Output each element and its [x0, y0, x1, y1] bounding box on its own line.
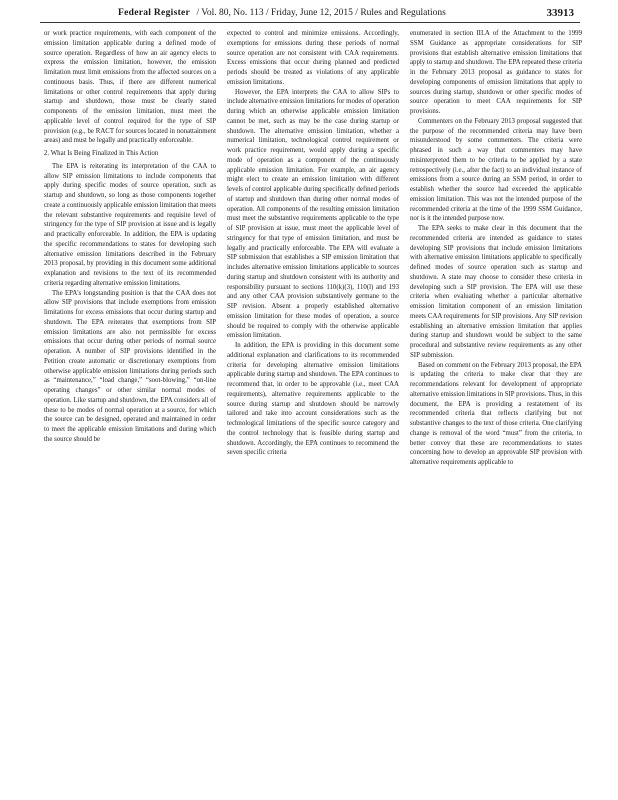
paragraph: expected to control and minimize emissions. Accordingly, exemptions for emissions during these periods of normal source operation are not consistent with CAA requirements. Excess emissions that occur during planned and predicted periods should be treated as violations of any applicable emission limitations. — [227, 30, 399, 86]
paragraph: In addition, the EPA is providing in this document some additional explanation and clarifications to its recommended criteria for developing alternative emission limitations applicable during startup and shutdown. The EPA continues to recommend that, in order to be approvable (i.e., meet CAA requirements), alternative requirements applicable to the source during startup and shutdown should be narrowly tailored and take into account considerations such as the technological limitations of the specific source category and the control technology that is feasible during startup and shutdown. Accordingly, the EPA continues to recommend the seven specific criteria — [227, 342, 399, 457]
paragraph: However, the EPA interprets the CAA to allow SIPs to include alternative emission limitations for modes of operation during which an otherwise applicable emission limitation cannot be met, such as may be the case during startup or shutdown. The alternative emission limitation, whether a numerical limitation, technological control requirement or work practice requirement, would apply during a specific mode of operation as a component of the continuously applicable emission limitation. For example, an air agency might elect to create an emission limitation with different levels of control applicable during specifically defined periods of startup and shutdown than during other normal modes of operation. All components of the resulting emission limitation must meet the substantive requirements applicable to the type of SIP provision at issue, must meet the applicable level of stringency for that type of emission limitation, and must be legally and practically enforceable. The EPA will evaluate a SIP submission that establishes a SIP emission limitation that includes alternative emission limitations applicable to sources during startup and shutdown consistent with its authority and responsibility pursuant to sections 110(k)(3), 110(l) and 193 and any other CAA provision substantively germane to the SIP revision. Absent a properly established alternative emission limitation for these modes of operation, a source should be required to comply with the otherwise applicable emission limitation. — [227, 88, 399, 340]
paragraph: Based on comment on the February 2013 proposal, the EPA is updating the criteria to make clear that they are recommendations relevant for development of appropriate alternative emission limitations in SIP provisions. Thus, in this document, the EPA is providing a restatement of its recommended criteria that reflects clarifying but not substantive changes to the text of those criteria. One clarifying change is removal of the word “must” from the criteria, to better convey that these are recommendations to states concerning how to develop an approvable SIP provision with alternative requirements applicable to — [410, 361, 582, 466]
page-number: 33913 — [546, 7, 574, 19]
body-columns — [44, 29, 582, 791]
paragraph: enumerated in section III.A of the Attachment to the 1999 SSM Guidance as appropriate considerations for SIP provisions that establish alternative emission limitations that apply to startup and shutdown. The EPA repeated these criteria in the February 2013 proposal as guidance to states for developing components of emission limitations that apply to sources during startup, shutdown or other specific modes of source operation to meet CAA requirements for SIP provisions. — [410, 30, 582, 115]
paragraph: or work practice requirements, with each component of the emission limitation applicable during a defined mode of source operation. Regardless of how an air agency elects to express the emission limitation, however, the emission limitation must limit emissions from the affected sources on a continuous basis. Thus, if there are different numerical limitations or other control requirements that apply during startup and shutdown, those must be clearly stated components of the emission limitation, must meet the applicable level of control required for the type of SIP provision (e.g., be RACT for sources located in nonattainment areas) and must be legally and practically enforceable. — [44, 30, 216, 145]
running-head — [118, 8, 446, 18]
journal-name: Federal Register — [118, 8, 191, 18]
issue-info: / Vol. 80, No. 113 / Friday, June 12, 2015 / Rules and Regulations — [196, 8, 446, 18]
header-rule — [40, 22, 580, 23]
paragraph: The EPA is reiterating its interpretation of the CAA to allow SIP emission limitations to include components that apply during specific modes of source operation, such as startup and shutdown, so long as those components together create a continuously applicable emission limitation that meets the relevant substantive requirements and requisite level of stringency for the type of SIP provision at issue and is legally and practically enforceable. In addition, the EPA is updating the specific recommendations to states for developing such alternative emission limitations described in the February 2013 proposal, by providing in this document some additional explanation and revisions to the text of its recommended criteria regarding alternative emission limitations. — [44, 162, 216, 287]
section-heading: 2. What Is Being Finalized in This Action — [44, 150, 159, 157]
column-3 — [410, 29, 582, 791]
paragraph: Commenters on the February 2013 proposal suggested that the purpose of the recommended criteria may have been misunderstood by some commenters. The criteria were phrased in such a way that commenters may have misinterpreted them to be criteria to be applied by a state retrospectively (i.e., after the fact) to an individual instance of emissions from a source during an SSM period, in order to establish whether the source had exceeded the applicable emission limitation. This was not the intended purpose of the recommended criteria at the time of the 1999 SSM Guidance, nor is it the intended purpose now. — [410, 117, 582, 223]
paragraph: The EPA seeks to make clear in this document that the recommended criteria are intended as guidance to states developing SIP provisions that include emission limitations with alternative emission limitations applicable to specifically defined modes of source operation such as startup and shutdown. A state may choose to consider these criteria in developing such a SIP provision. The EPA will use these criteria when evaluating whether a particular alternative emission limitation component of an emission limitation meets CAA requirements for SIP provisions. Any SIP revision establishing an alternative emission limitation that applies during startup and shutdown would be subject to the same procedural and substantive review requirements as any other SIP submission. — [410, 225, 582, 359]
column-2 — [227, 29, 399, 791]
column-1 — [44, 29, 216, 791]
paragraph: The EPA's longstanding position is that the CAA does not allow SIP provisions that include exemptions from emission limitations for excess emissions that occur during startup and shutdown. The EPA reiterates that exemptions from SIP emission limitations are also not permissible for excess emissions that occur during other periods of normal source operation. A number of SIP provisions identified in the Petition create automatic or discretionary exemptions from otherwise applicable emission limitations during periods such as “maintenance,” “load change,” “soot-blowing,” “on-line operating changes” or other similar normal modes of operation. Like startup and shutdown, the EPA considers all of these to be modes of normal operation at a source, for which the source can be designed, operated and maintained in order to meet the applicable emission limitations and during which the source should be — [44, 289, 216, 443]
